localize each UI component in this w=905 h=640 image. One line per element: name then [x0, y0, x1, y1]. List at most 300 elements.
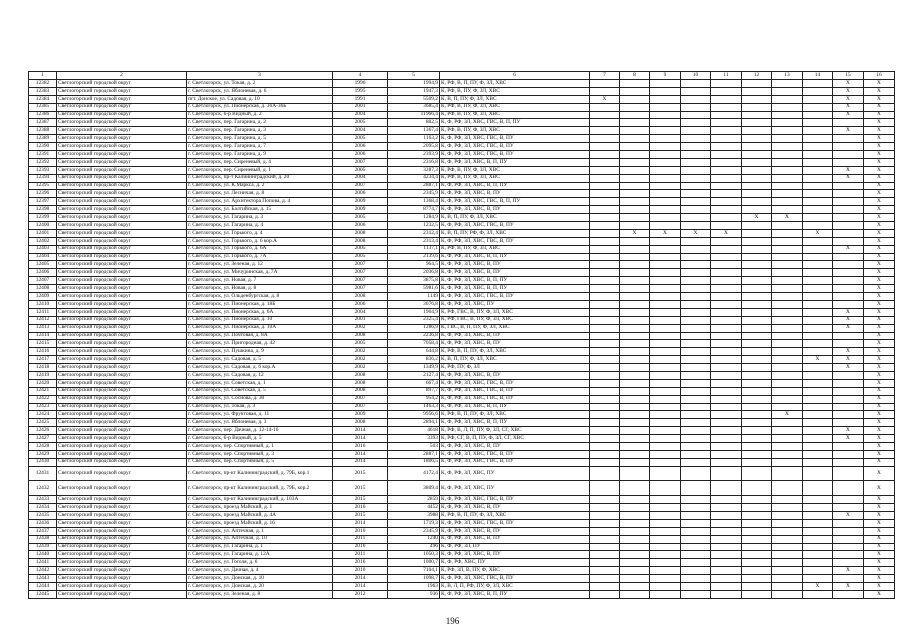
cell-district: Светлогорский городской округ [57, 512, 187, 520]
cell-address: г. Светлогорск, проезд Майский, д. 4А [187, 512, 333, 520]
table-row [29, 496, 895, 504]
cell-work-type-15 [833, 206, 864, 214]
cell-year: 2002 [333, 348, 388, 356]
cell-work-type-9 [650, 174, 681, 182]
cell-id: 12433 [29, 496, 57, 504]
cell-district: Светлогорский городской округ [57, 324, 187, 332]
cell-area: 2139,6 [388, 253, 440, 261]
cell-work-type-16: X [864, 293, 895, 301]
cell-id: 12383 [29, 87, 57, 95]
cell-work-type-15: X [833, 512, 864, 520]
cell-work-type-15: X [833, 583, 864, 591]
cell-work-type-7 [590, 222, 620, 230]
cell-work-type-8 [620, 481, 650, 496]
cell-work-type-11 [711, 403, 742, 411]
cell-work-type-12 [742, 293, 772, 301]
cell-work-type-14 [803, 119, 833, 127]
cell-work-type-14 [803, 504, 833, 512]
cell-work-type-16: X [864, 229, 895, 237]
cell-year: 2008 [333, 229, 388, 237]
cell-address: г. Светлогорск, ул. Новая, д. 8 [187, 285, 333, 293]
cell-area: 1349,9 [388, 364, 440, 372]
cell-id: 12436 [29, 519, 57, 527]
cell-work-type-13 [772, 245, 803, 253]
cell-work-type-13 [772, 324, 803, 332]
cell-work-type-12 [742, 504, 772, 512]
cell-district: Светлогорский городской округ [57, 151, 187, 159]
cell-systems: К, Ф, РФ, ЗЛ, ХВС, В, ПУ [440, 206, 590, 214]
cell-district: Светлогорский городской округ [57, 481, 187, 496]
cell-id: 12442 [29, 567, 57, 575]
cell-work-type-11 [711, 348, 742, 356]
cell-district: Светлогорский городской округ [57, 411, 187, 419]
cell-work-type-14 [803, 340, 833, 348]
cell-area: 1904,9 [388, 308, 440, 316]
cell-id: 12419 [29, 371, 57, 379]
table-row [29, 371, 895, 379]
cell-district: Светлогорский городской округ [57, 519, 187, 527]
cell-work-type-11 [711, 332, 742, 340]
cell-area: 1232,5 [388, 222, 440, 230]
cell-id: 12410 [29, 300, 57, 308]
cell-year: 2007 [333, 261, 388, 269]
cell-work-type-15 [833, 379, 864, 387]
cell-area: 2095,8 [388, 143, 440, 151]
cell-district: Светлогорский городской округ [57, 316, 187, 324]
cell-work-type-16: X [864, 435, 895, 443]
table-row [29, 411, 895, 419]
cell-id: 12402 [29, 237, 57, 245]
cell-work-type-16: X [864, 190, 895, 198]
cell-work-type-13 [772, 583, 803, 591]
cell-district: Светлогорский городской округ [57, 403, 187, 411]
table-row [29, 481, 895, 496]
cell-work-type-11 [711, 356, 742, 364]
cell-area: 667,4 [388, 379, 440, 387]
cell-work-type-11 [711, 103, 742, 111]
cell-district: Светлогорский городской округ [57, 111, 187, 119]
cell-systems: К, РФ, В, ПУ, Ф, ЗЛ, ХВС [440, 111, 590, 119]
cell-work-type-11 [711, 340, 742, 348]
cell-work-type-12 [742, 174, 772, 182]
cell-work-type-8 [620, 427, 650, 435]
cell-work-type-15 [833, 395, 864, 403]
cell-address: г. Светлогорск, пр-кт Калининградский, д. 79Б, кор.1 [187, 466, 333, 481]
cell-systems: К, РФ, В, П, ПУ, Ф, ЗЛ, ХВС [440, 80, 590, 88]
cell-year: 2005 [333, 135, 388, 143]
cell-work-type-10 [681, 419, 711, 427]
cell-work-type-14 [803, 450, 833, 458]
cell-work-type-15 [833, 214, 864, 222]
cell-work-type-12 [742, 371, 772, 379]
cell-work-type-9 [650, 182, 681, 190]
cell-systems: К, Ф, РФ, ЗЛ, ХВС, В, ПУ [440, 504, 590, 512]
cell-id: 12409 [29, 293, 57, 301]
cell-year: 2001 [333, 316, 388, 324]
cell-work-type-10 [681, 253, 711, 261]
cell-year: 2015 [333, 512, 388, 520]
cell-work-type-13 [772, 277, 803, 285]
cell-work-type-11 [711, 119, 742, 127]
cell-systems: К, Ф, РФ, ЗЛ, ХВС, ГВС, В, ПУ [440, 395, 590, 403]
cell-year: 2005 [333, 245, 388, 253]
cell-work-type-16: X [864, 277, 895, 285]
cell-work-type-16: X [864, 80, 895, 88]
cell-district: Светлогорский городской округ [57, 214, 187, 222]
cell-work-type-15 [833, 182, 864, 190]
cell-area: 836,2 [388, 356, 440, 364]
cell-id: 12393 [29, 166, 57, 174]
cell-district: Светлогорский городской округ [57, 103, 187, 111]
cell-work-type-11 [711, 442, 742, 450]
cell-id: 12443 [29, 575, 57, 583]
cell-work-type-9 [650, 543, 681, 551]
cell-work-type-12 [742, 277, 772, 285]
cell-work-type-11 [711, 450, 742, 458]
cell-address: г. Светлогорск, ул. Почтовая, д. 8А [187, 332, 333, 340]
cell-work-type-8 [620, 348, 650, 356]
cell-address: г. Светлогорск, ул. К.Маркса, д. 2 [187, 182, 333, 190]
cell-district: Светлогорский городской округ [57, 371, 187, 379]
cell-work-type-9 [650, 269, 681, 277]
cell-area: 3393 [388, 435, 440, 443]
cell-systems: К, Ф, РФ, ЗЛ, ХВС, ГВС, В, ПУ [440, 450, 590, 458]
cell-work-type-12 [742, 332, 772, 340]
cell-work-type-9 [650, 190, 681, 198]
table-row [29, 395, 895, 403]
cell-address: г. Светлогорск, ул. Горького, д. 6 кор.А [187, 237, 333, 245]
cell-id: 12418 [29, 364, 57, 372]
cell-work-type-13 [772, 504, 803, 512]
table-row [29, 182, 895, 190]
cell-work-type-8 [620, 371, 650, 379]
cell-work-type-13 [772, 174, 803, 182]
cell-work-type-10 [681, 269, 711, 277]
cell-work-type-9 [650, 379, 681, 387]
cell-work-type-10 [681, 222, 711, 230]
cell-work-type-12 [742, 575, 772, 583]
cell-work-type-10 [681, 206, 711, 214]
cell-work-type-10 [681, 340, 711, 348]
cell-work-type-15 [833, 551, 864, 559]
cell-work-type-14 [803, 316, 833, 324]
cell-work-type-7 [590, 481, 620, 496]
cell-work-type-7 [590, 269, 620, 277]
cell-work-type-10 [681, 332, 711, 340]
table-row [29, 135, 895, 143]
cell-work-type-10 [681, 316, 711, 324]
cell-work-type-10 [681, 466, 711, 481]
cell-systems: К, РФ, ЗЛ, В, ПУ, Ф, ХВС [440, 567, 590, 575]
cell-district: Светлогорский городской округ [57, 293, 187, 301]
cell-work-type-15 [833, 261, 864, 269]
cell-district: Светлогорский городской округ [57, 80, 187, 88]
cell-work-type-7 [590, 111, 620, 119]
cell-work-type-13 [772, 332, 803, 340]
cell-district: Светлогорский городской округ [57, 419, 187, 427]
cell-work-type-7 [590, 427, 620, 435]
cell-area: 1463,3 [388, 403, 440, 411]
cell-work-type-10 [681, 245, 711, 253]
cell-systems: К, Ф, РФ, ЗЛ, ХВС, В, ПУ [440, 551, 590, 559]
table-row [29, 198, 895, 206]
cell-year: 2006 [333, 151, 388, 159]
cell-systems: К, Ф, РФ, ХВС, ПУ [440, 559, 590, 567]
cell-address: г. Светлогорск, пер. Спортивный, д. 3 [187, 450, 333, 458]
cell-work-type-14 [803, 442, 833, 450]
cell-work-type-16: X [864, 111, 895, 119]
table-row [29, 190, 895, 198]
cell-work-type-9 [650, 111, 681, 119]
cell-work-type-9 [650, 356, 681, 364]
cell-work-type-11 [711, 458, 742, 466]
cell-work-type-7 [590, 458, 620, 466]
cell-work-type-7 [590, 214, 620, 222]
cell-work-type-16: X [864, 245, 895, 253]
cell-systems: К, Ф, РФ, ЗЛ, ХВС, ГВС, В, П, ПУ [440, 119, 590, 127]
cell-work-type-11 [711, 190, 742, 198]
cell-work-type-12 [742, 395, 772, 403]
cell-work-type-8 [620, 324, 650, 332]
cell-work-type-10 [681, 527, 711, 535]
cell-work-type-10 [681, 535, 711, 543]
cell-work-type-15 [833, 277, 864, 285]
cell-work-type-7 [590, 166, 620, 174]
cell-work-type-16: X [864, 442, 895, 450]
cell-work-type-10 [681, 395, 711, 403]
cell-work-type-10 [681, 543, 711, 551]
cell-work-type-7 [590, 583, 620, 591]
cell-work-type-8 [620, 95, 650, 103]
cell-work-type-15: X [833, 111, 864, 119]
cell-area: 2894,1 [388, 419, 440, 427]
cell-work-type-15 [833, 143, 864, 151]
cell-work-type-9 [650, 151, 681, 159]
cell-work-type-14 [803, 403, 833, 411]
cell-id: 12397 [29, 198, 57, 206]
cell-id: 12388 [29, 127, 57, 135]
cell-work-type-14 [803, 387, 833, 395]
column-number: 4 [333, 72, 388, 80]
cell-area: 1963 [388, 583, 440, 591]
cell-systems: К, Ф, РФ, ЗЛ, ХВС, ГВС, В, ПУ [440, 222, 590, 230]
cell-work-type-16: X [864, 458, 895, 466]
cell-work-type-7 [590, 261, 620, 269]
cell-work-type-10 [681, 293, 711, 301]
cell-year: 2007 [333, 285, 388, 293]
cell-address: г. Светлогорск, пер. Гагарина, д. 3 [187, 127, 333, 135]
cell-work-type-10 [681, 519, 711, 527]
cell-work-type-11 [711, 245, 742, 253]
cell-work-type-14 [803, 237, 833, 245]
cell-work-type-10 [681, 261, 711, 269]
cell-work-type-12 [742, 559, 772, 567]
cell-district: Светлогорский городской округ [57, 567, 187, 575]
cell-address: г. Светлогорск, ул. Пионерская, д. 18Б [187, 300, 333, 308]
cell-work-type-12 [742, 245, 772, 253]
cell-work-type-16: X [864, 198, 895, 206]
cell-work-type-14 [803, 222, 833, 230]
cell-work-type-13 [772, 387, 803, 395]
cell-systems: К, Ф, РФ, ЗЛ, ХВС, В, П, ПУ [440, 158, 590, 166]
cell-address: г. Светлогорск, пер. Спортивный, д. 5 [187, 458, 333, 466]
cell-work-type-9 [650, 535, 681, 543]
table-row [29, 151, 895, 159]
cell-work-type-15: X [833, 567, 864, 575]
cell-work-type-10 [681, 504, 711, 512]
cell-work-type-16: X [864, 496, 895, 504]
cell-work-type-10 [681, 308, 711, 316]
column-number: 15 [833, 72, 864, 80]
cell-work-type-12 [742, 379, 772, 387]
cell-work-type-14 [803, 95, 833, 103]
cell-id: 12422 [29, 395, 57, 403]
cell-work-type-14 [803, 253, 833, 261]
cell-district: Светлогорский городской округ [57, 143, 187, 151]
cell-work-type-8 [620, 300, 650, 308]
table-row [29, 583, 895, 591]
cell-area: 2345,9 [388, 527, 440, 535]
cell-work-type-14 [803, 543, 833, 551]
cell-address: г. Светлогорск, ул. Гагарина, д. 12А [187, 551, 333, 559]
cell-work-type-7 [590, 143, 620, 151]
cell-year: 2008 [333, 387, 388, 395]
cell-work-type-13 [772, 551, 803, 559]
cell-work-type-10 [681, 442, 711, 450]
cell-work-type-14 [803, 427, 833, 435]
cell-area: 1994,9 [388, 80, 440, 88]
cell-work-type-9 [650, 435, 681, 443]
cell-work-type-14 [803, 512, 833, 520]
cell-work-type-11 [711, 427, 742, 435]
cell-work-type-15 [833, 371, 864, 379]
cell-work-type-14 [803, 458, 833, 466]
cell-year: 1991 [333, 95, 388, 103]
cell-work-type-7 [590, 348, 620, 356]
cell-work-type-7 [590, 285, 620, 293]
cell-work-type-12 [742, 182, 772, 190]
cell-id: 12387 [29, 119, 57, 127]
cell-work-type-12 [742, 127, 772, 135]
cell-work-type-16: X [864, 300, 895, 308]
cell-district: Светлогорский городской округ [57, 583, 187, 591]
cell-id: 12394 [29, 174, 57, 182]
cell-work-type-10 [681, 387, 711, 395]
cell-work-type-13 [772, 253, 803, 261]
column-number: 2 [57, 72, 187, 80]
cell-district: Светлогорский городской округ [57, 253, 187, 261]
cell-work-type-12 [742, 103, 772, 111]
cell-district: Светлогорский городской округ [57, 466, 187, 481]
cell-work-type-16: X [864, 127, 895, 135]
table-row [29, 379, 895, 387]
cell-work-type-16: X [864, 527, 895, 535]
cell-work-type-11 [711, 379, 742, 387]
cell-work-type-11 [711, 543, 742, 551]
cell-work-type-15: X [833, 87, 864, 95]
cell-work-type-11 [711, 590, 742, 598]
cell-work-type-13 [772, 535, 803, 543]
cell-work-type-7 [590, 535, 620, 543]
cell-year: 2007 [333, 395, 388, 403]
cell-area: 1137,1 [388, 245, 440, 253]
cell-work-type-7 [590, 253, 620, 261]
cell-work-type-10 [681, 481, 711, 496]
column-number: 12 [742, 72, 772, 80]
cell-work-type-8 [620, 285, 650, 293]
cell-work-type-9 [650, 527, 681, 535]
cell-id: 12438 [29, 535, 57, 543]
cell-work-type-7 [590, 332, 620, 340]
cell-work-type-12 [742, 543, 772, 551]
table-row [29, 166, 895, 174]
cell-area: 11966,4 [388, 111, 440, 119]
cell-work-type-15 [833, 119, 864, 127]
cell-address: г. Светлогорск, б-р Видный, д. 2 [187, 111, 333, 119]
cell-systems: К, Ф, РФ, ЗЛ, ХВС, В, П, ПУ [440, 419, 590, 427]
cell-district: Светлогорский городской округ [57, 535, 187, 543]
cell-id: 12429 [29, 450, 57, 458]
cell-work-type-7 [590, 206, 620, 214]
cell-address: г. Светлогорск, ул. Горького, д. 4 [187, 229, 333, 237]
cell-area: 882,5 [388, 119, 440, 127]
cell-address: г. Светлогорск, ул. Токая, д. 2 [187, 80, 333, 88]
table-row [29, 435, 895, 443]
cell-work-type-14 [803, 174, 833, 182]
cell-systems: К, Ф, РФ, ЗЛ, ХВС, ГВС, В, ПУ [440, 143, 590, 151]
cell-work-type-16: X [864, 119, 895, 127]
table-row [29, 174, 895, 182]
cell-work-type-9 [650, 395, 681, 403]
cell-systems: К, РФ, ГВС, В, ПУ, Ф, ЗЛ, ХВС [440, 308, 590, 316]
cell-year: 2016 [333, 504, 388, 512]
cell-work-type-13 [772, 567, 803, 575]
cell-work-type-16: X [864, 371, 895, 379]
table-row [29, 527, 895, 535]
cell-systems: К, В, Л, П, РФ, ПУ, Ф, ЗЛ, ХВС [440, 583, 590, 591]
cell-id: 12408 [29, 285, 57, 293]
cell-work-type-9 [650, 261, 681, 269]
cell-address: г. Светлогорск, ул. Зеленая, д. 12 [187, 261, 333, 269]
cell-work-type-10 [681, 127, 711, 135]
cell-work-type-9 [650, 293, 681, 301]
cell-year: 2005 [333, 214, 388, 222]
cell-work-type-12 [742, 527, 772, 535]
cell-work-type-14 [803, 87, 833, 95]
cell-work-type-9 [650, 466, 681, 481]
cell-work-type-14 [803, 371, 833, 379]
cell-work-type-14 [803, 466, 833, 481]
cell-year: 2010 [333, 527, 388, 535]
cell-year: 2014 [333, 427, 388, 435]
cell-year: 2016 [333, 543, 388, 551]
cell-work-type-13 [772, 293, 803, 301]
cell-work-type-15: X [833, 364, 864, 372]
cell-district: Светлогорский городской округ [57, 527, 187, 535]
cell-work-type-16: X [864, 356, 895, 364]
cell-work-type-7 [590, 403, 620, 411]
cell-systems: К, Ф, РФ, ЗЛ, ХВС, ГВС, В, П, ПУ [440, 198, 590, 206]
cell-id: 12386 [29, 111, 57, 119]
cell-work-type-12 [742, 300, 772, 308]
cell-id: 12428 [29, 442, 57, 450]
cell-work-type-7 [590, 356, 620, 364]
cell-work-type-13 [772, 435, 803, 443]
cell-address: г. Светлогорск, ул. Пионерская, д. 10А [187, 324, 333, 332]
cell-systems: К, Ф, РФ, ЗЛ, ХВС, В, П, ПУ [440, 182, 590, 190]
cell-work-type-13 [772, 466, 803, 481]
cell-systems: К, В, П, ПУ, Ф, ЗЛ, ХВС [440, 356, 590, 364]
